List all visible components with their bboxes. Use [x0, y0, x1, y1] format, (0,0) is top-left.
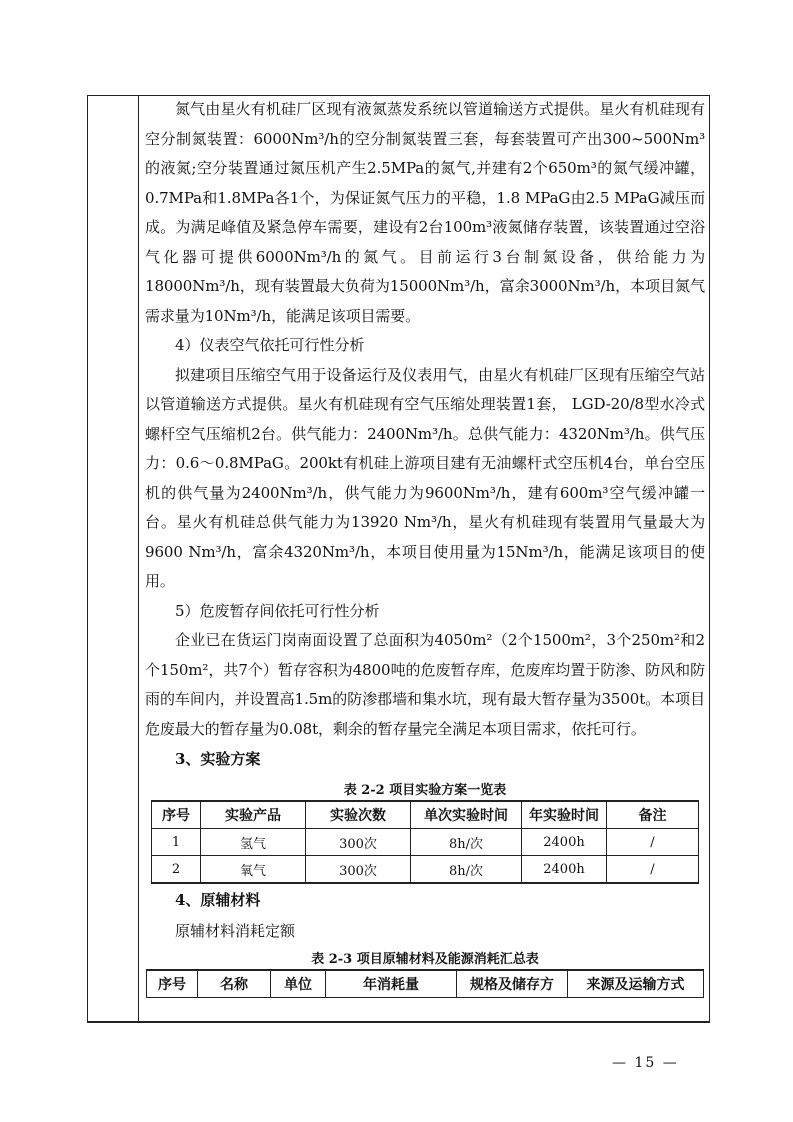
hazardous-waste-heading: 5）危废暂存间依托可行性分析 — [175, 601, 380, 620]
col-header: 规格及储存方 — [457, 970, 568, 998]
col-header: 来源及运输方式 — [568, 970, 704, 998]
table-cell: 8h/次 — [411, 829, 522, 856]
table-cell: 2 — [152, 856, 201, 884]
table-cell: 300次 — [306, 829, 411, 856]
table-cell: / — [607, 856, 699, 884]
page-number: — 15 — — [612, 1055, 679, 1071]
col-header: 名称 — [198, 970, 271, 998]
table-header-row — [152, 801, 699, 829]
section-4-title: 4、原辅材料 — [175, 891, 261, 909]
col-header: 序号 — [152, 801, 201, 829]
col-header: 单次实验时间 — [411, 801, 522, 829]
section-4-subtitle: 原辅材料消耗定额 — [175, 922, 296, 940]
table-cell: / — [607, 829, 699, 856]
instrument-air-heading: 4）仪表空气依托可行性分析 — [175, 336, 365, 354]
section-3-title: 3、实验方案 — [175, 750, 261, 768]
col-header: 年消耗量 — [326, 970, 457, 998]
table-cell: 2400h — [522, 856, 607, 884]
experiment-plan-table — [151, 800, 699, 884]
nitrogen-paragraph: 氮气由星火有机硅厂区现有液氮蒸发系统以管道输送方式提供。星火有机硅现有空分制氮装置：6000Nm³/h的空分制氮装置三套，每套装置可产出300~500Nm³的液氮;空分装置通过氮压机产生2.5MPa的氮气,并建有2个650m³的氮气缓冲罐，0.7MPa和1.8MPa各1个，为保证氮气压力的平稳，1.8 MPaG由2.5 MPaG减压而成。为满足峰值及紧急停车需要，建设有2台100m³液氮储存装置，该装置通过空浴气化器可提供6000Nm³/h的氮气。目前运行3台制氮设备，供给能力为18000Nm³/h，现有装置最大负荷为15000Nm³/h，富余3000Nm³/h，本项目氮气需求量为10Nm³/h，能满足该项目需要。 — [145, 100, 705, 325]
table-cell: 氧气 — [201, 856, 306, 884]
table-header-row — [147, 970, 704, 998]
col-header: 单位 — [271, 970, 326, 998]
table-cell: 氢气 — [201, 829, 306, 856]
table-cell: 2400h — [522, 829, 607, 856]
col-header: 年实验时间 — [522, 801, 607, 829]
col-header: 实验次数 — [306, 801, 411, 829]
col-header: 备注 — [607, 801, 699, 829]
table-row — [152, 829, 699, 856]
table-cell: 300次 — [306, 856, 411, 884]
raw-materials-table — [146, 969, 704, 998]
compressed-air-paragraph: 拟建项目压缩空气用于设备运行及仪表用气，由星火有机硅厂区现有压缩空气站以管道输送方式提供。星火有机硅现有空气压缩处理装置1套， LGD-20/8型水冷式螺杆空气压缩机2台。供气能力：2400Nm³/h。总供气能力：4320Nm³/h。供气压力：0.6～0.8MPaG。200kt有机硅上游项目建有无油螺杆式空压机4台，单台空压机的供气量为2400Nm³/h，供气能力为9600Nm³/h，建有600m³空气缓冲罐一台。星火有机硅总供气能力为13920 Nm³/h，星火有机硅现有装置用气量最大为9600 Nm³/h，富余4320Nm³/h，本项目使用量为15Nm³/h，能满足该项目的使用。 — [145, 365, 705, 590]
table-row — [152, 856, 699, 884]
table-cell: 8h/次 — [411, 856, 522, 884]
document-body — [145, 95, 705, 998]
column-divider — [138, 95, 139, 1023]
col-header: 实验产品 — [201, 801, 306, 829]
table-2-3-caption: 表 2-3 项目原辅材料及能源消耗汇总表 — [311, 951, 539, 967]
table-cell: 1 — [152, 829, 201, 856]
table-2-2-caption: 表 2-2 项目实验方案一览表 — [343, 783, 507, 798]
hazardous-waste-paragraph: 企业已在货运门岗南面设置了总面积为4050m²（2个1500m²，3个250m²和2个150m²，共7个）暂存容积为4800吨的危废暂存库，危废库均置于防渗、防风和防雨的车间内，并设置高1.5m的防渗郡墙和集水坑，现有最大暂存量为3500t。本项目危废最大的暂存量为0.08t，剩余的暂存量完全满足本项目需求，依托可行。 — [145, 631, 705, 738]
col-header: 序号 — [147, 970, 198, 998]
